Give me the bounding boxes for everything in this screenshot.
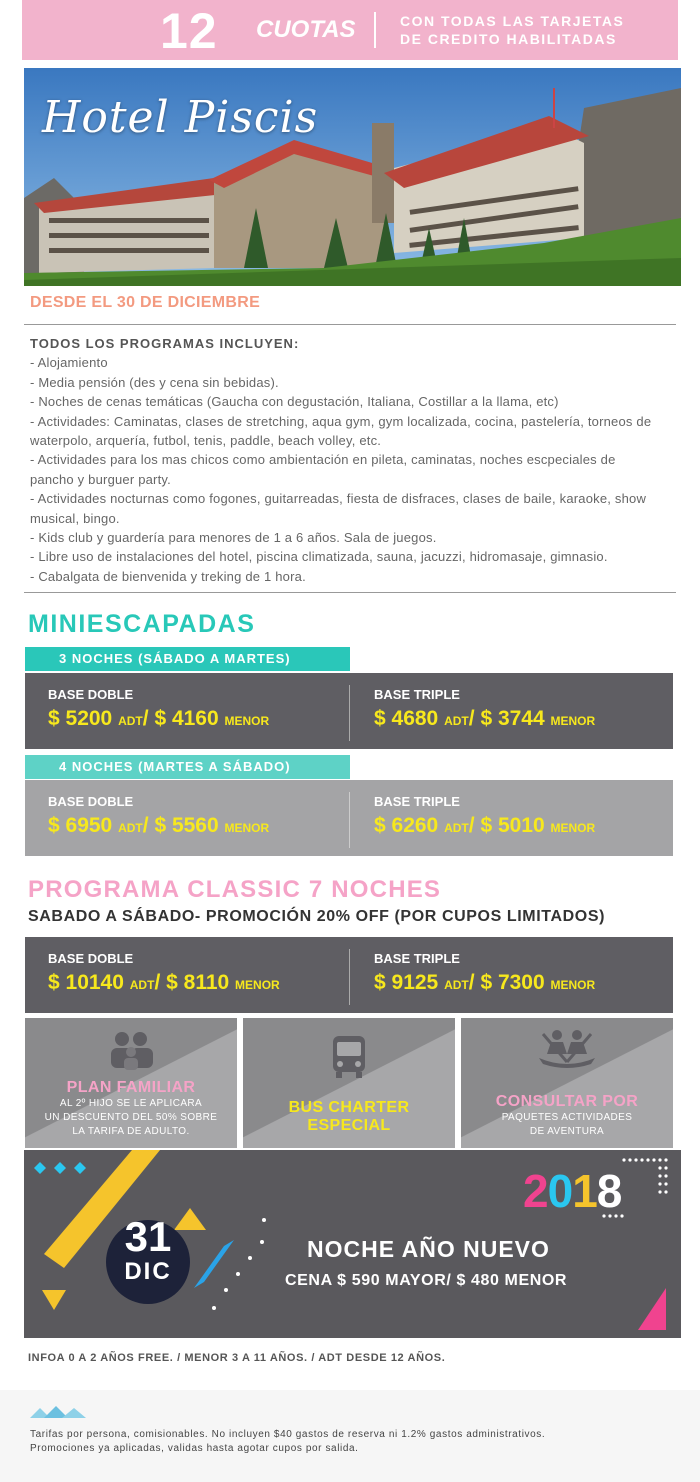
tab-4-nights: 4 NOCHES (MARTES A SÁBADO) xyxy=(25,755,350,779)
hotel-title: Hotel Piscis xyxy=(42,92,319,143)
list-item: - Libre uso de instalaciones del hotel, piscina climatizada, sauna, jacuzzi, hidromasaje, gimnasio. xyxy=(30,549,608,565)
adt-price: $ 6950 xyxy=(48,814,113,837)
bus-icon xyxy=(329,1034,369,1080)
adt-price: $ 10140 xyxy=(48,971,124,994)
card-subtitle: PAQUETES ACTIVIDADES xyxy=(501,1112,633,1123)
card-title: BUS CHARTER xyxy=(288,1099,410,1116)
hotel-photo xyxy=(24,68,681,286)
adt-price: $ 5200 xyxy=(48,707,113,730)
base-doble-price xyxy=(48,707,269,731)
adt-unit: ADT xyxy=(129,978,155,992)
rafting-icon xyxy=(537,1028,597,1068)
header-cards-text xyxy=(400,12,624,48)
adt-unit: ADT xyxy=(118,821,143,835)
menor-unit: MENOR xyxy=(550,714,596,728)
year-label xyxy=(523,1164,621,1218)
year-digit: 1 xyxy=(572,1165,597,1217)
slash: / xyxy=(468,971,475,994)
column-divider xyxy=(349,949,350,1005)
miniescapadas-title: MINIESCAPADAS xyxy=(28,610,256,638)
menor-unit: MENOR xyxy=(224,714,270,728)
menor-unit: MENOR xyxy=(235,978,280,992)
includes-heading: TODOS LOS PROGRAMAS INCLUYEN: xyxy=(30,336,300,351)
adt-unit: ADT xyxy=(444,714,469,728)
base-doble-label: BASE DOBLE xyxy=(48,794,134,809)
card-aventura xyxy=(461,1018,673,1148)
card-title: CONSULTAR POR xyxy=(495,1093,639,1110)
column-divider xyxy=(349,685,350,741)
list-item: - Alojamiento xyxy=(30,355,108,371)
installments-label: CUOTAS xyxy=(256,16,356,43)
menor-price: $ 3744 xyxy=(480,707,545,730)
adt-price: $ 6260 xyxy=(374,814,439,837)
footer-line: Tarifas por persona, comisionables. No incluyen $40 gastos de reserva ni 1.2% gastos administrativos. xyxy=(30,1429,546,1440)
card-bus-charter xyxy=(243,1018,455,1148)
price-box-4-nights xyxy=(25,780,673,856)
slash: / xyxy=(142,814,149,837)
date-badge xyxy=(106,1213,190,1286)
base-triple-label: BASE TRIPLE xyxy=(374,951,460,966)
price-box-3-nights xyxy=(25,673,673,749)
base-doble-price xyxy=(48,971,280,995)
classic-subtitle: SABADO A SÁBADO- PROMOCIÓN 20% OFF (POR CUPOS LIMITADOS) xyxy=(28,908,606,925)
list-item: - Cabalgata de bienvenida y treking de 1 hora. xyxy=(30,568,306,584)
menor-price: $ 8110 xyxy=(166,971,230,994)
header-banner xyxy=(22,0,678,60)
adt-unit: ADT xyxy=(444,821,469,835)
list-item: - Actividades: Caminatas, clases de stretching, aqua gym, gym localizada, cocina, pastelería, torneos de waterpolo, arquería, futbol, tenis, paddle, beach volley, etc. xyxy=(30,413,652,449)
base-triple-label: BASE TRIPLE xyxy=(374,794,460,809)
header-line-2: DE CREDITO HABILITADAS xyxy=(400,31,617,47)
footer xyxy=(0,1390,700,1482)
classic-title: PROGRAMA CLASSIC 7 NOCHES xyxy=(28,876,442,903)
adt-price: $ 4680 xyxy=(374,707,439,730)
slash: / xyxy=(154,971,161,994)
header-line-1: CON TODAS LAS TARJETAS xyxy=(400,13,625,29)
column-divider xyxy=(349,792,350,848)
slash: / xyxy=(468,814,475,837)
adt-price: $ 9125 xyxy=(374,971,439,994)
tab-3-nights: 3 NOCHES (SÁBADO A MARTES) xyxy=(25,647,350,671)
mountains-logo-icon xyxy=(30,1404,90,1420)
list-item: - Media pensión (des y cena sin bebidas). xyxy=(30,374,279,390)
list-item: - Actividades para los mas chicos como ambientación en pileta, caminatas, noches escpeciales de pancho y burguer party. xyxy=(30,452,616,487)
menor-unit: MENOR xyxy=(550,821,596,835)
menor-unit: MENOR xyxy=(224,821,270,835)
card-subtitle: UN DESCUENTO DEL 50% SOBRE xyxy=(44,1112,218,1123)
card-title: ESPECIAL xyxy=(307,1117,391,1134)
menor-price: $ 5010 xyxy=(480,814,545,837)
card-title: PLAN FAMILIAR xyxy=(66,1079,196,1096)
menor-price: $ 7300 xyxy=(480,971,545,994)
year-digit: 2 xyxy=(523,1165,548,1217)
base-triple-price xyxy=(374,707,595,731)
card-subtitle: AL 2º HIJO SE LE APLICARA xyxy=(59,1098,203,1109)
price-box-classic xyxy=(25,937,673,1013)
base-doble-price xyxy=(48,814,269,838)
card-plan-familiar xyxy=(25,1018,237,1148)
new-year-title: NOCHE AÑO NUEVO xyxy=(307,1236,550,1262)
footer-line: Promociones ya aplicadas, validas hasta agotar cupos por salida. xyxy=(30,1443,359,1454)
base-doble-label: BASE DOBLE xyxy=(48,951,134,966)
list-item: - Noches de cenas temáticas (Gaucha con degustación, Italiana, Costillar a la llama, etc) xyxy=(30,394,559,410)
menor-price: $ 4160 xyxy=(154,707,219,730)
base-triple-label: BASE TRIPLE xyxy=(374,687,460,702)
menor-price: $ 5560 xyxy=(154,814,219,837)
card-subtitle: DE AVENTURA xyxy=(529,1126,605,1137)
date-day: 31 xyxy=(124,1213,172,1260)
family-icon xyxy=(107,1030,155,1070)
adt-unit: ADT xyxy=(444,978,469,992)
base-doble-label: BASE DOBLE xyxy=(48,687,134,702)
year-digit: 8 xyxy=(596,1165,622,1217)
divider xyxy=(24,324,676,325)
new-year-banner xyxy=(24,1150,681,1338)
installments-number: 12 xyxy=(160,3,218,59)
base-triple-price xyxy=(374,971,595,995)
age-info: INFOA 0 A 2 AÑOS FREE. / MENOR 3 A 11 AÑOS. / ADT DESDE 12 AÑOS. xyxy=(28,1352,446,1364)
includes-list xyxy=(30,334,662,586)
menor-unit: MENOR xyxy=(550,978,596,992)
start-date: DESDE EL 30 DE DICIEMBRE xyxy=(30,294,261,311)
footer-note xyxy=(30,1428,545,1456)
card-subtitle: LA TARIFA DE ADULTO. xyxy=(72,1126,190,1137)
slash: / xyxy=(142,707,149,730)
list-item: - Kids club y guardería para menores de 1 a 6 años. Sala de juegos. xyxy=(30,530,437,546)
slash: / xyxy=(468,707,475,730)
header-divider xyxy=(374,12,376,48)
year-digit: 0 xyxy=(547,1165,573,1217)
divider xyxy=(24,592,676,593)
base-triple-price xyxy=(374,814,595,838)
list-item: - Actividades nocturnas como fogones, guitarreadas, fiesta de disfraces, clases de baile, karaoke, show musical, bingo. xyxy=(30,491,647,526)
new-year-price: CENA $ 590 MAYOR/ $ 480 MENOR xyxy=(285,1272,568,1289)
adt-unit: ADT xyxy=(118,714,143,728)
date-month: DIC xyxy=(124,1258,172,1285)
